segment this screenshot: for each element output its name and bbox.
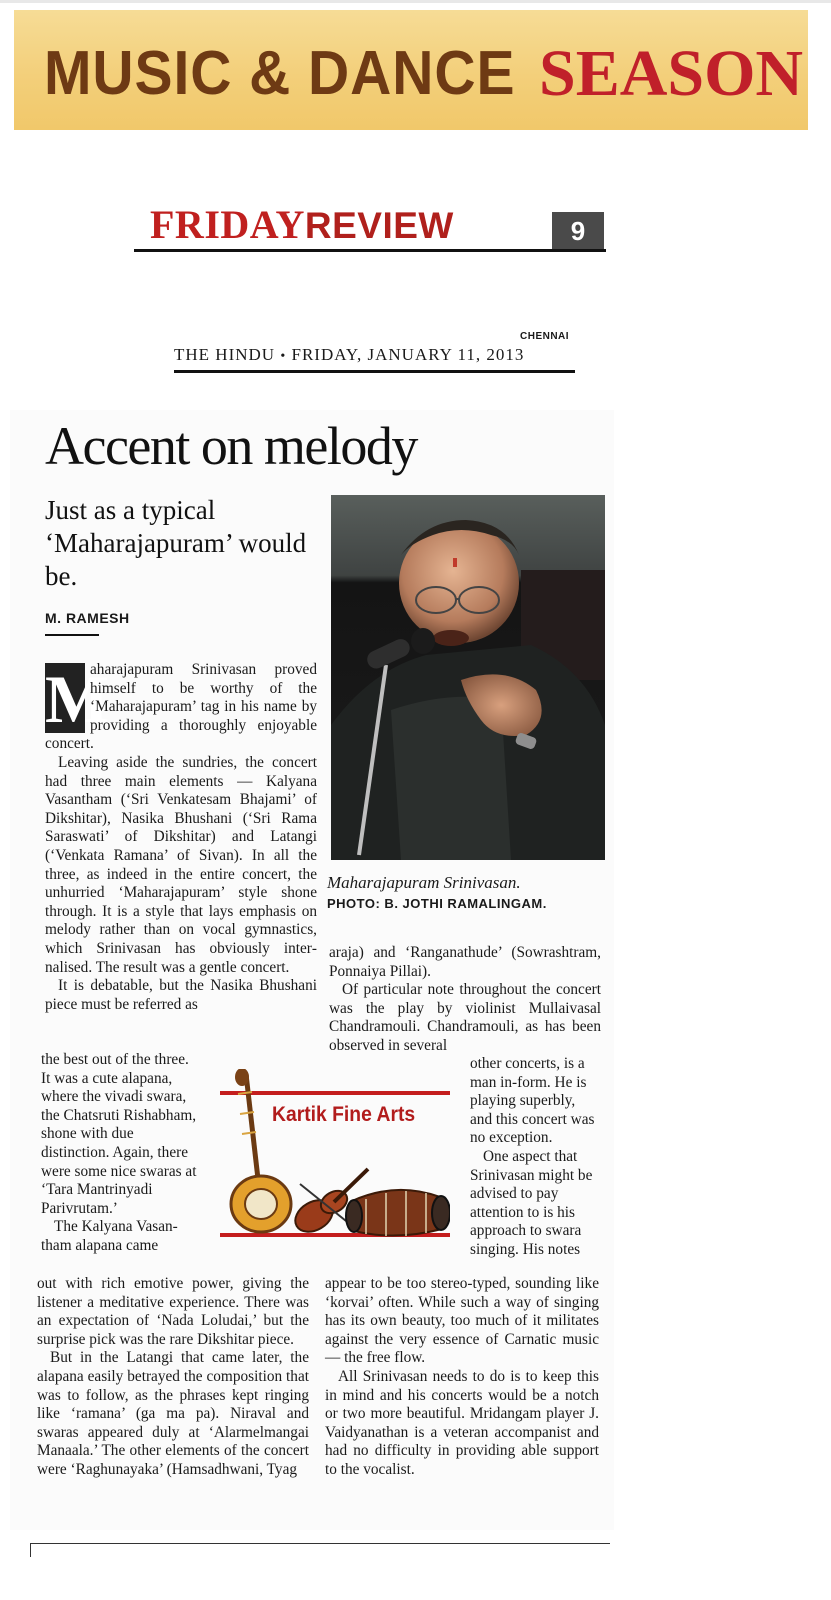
paragraph: araja) and ‘Ranganathude’ (Sowrashtram, Ponnaiya Pillai). bbox=[329, 944, 601, 980]
column-2-bottom bbox=[325, 1275, 599, 1480]
edition-city: CHENNAI bbox=[520, 331, 570, 342]
veena-icon bbox=[231, 1069, 291, 1232]
photo-credit: PHOTO: B. JOTHI RAMALINGAM. bbox=[327, 896, 547, 911]
lead-paragraph bbox=[45, 661, 317, 754]
ad-title: Kartik Fine Arts bbox=[272, 1103, 416, 1126]
article-byline: M. RAMESH bbox=[45, 610, 130, 626]
lead-text: aharajapuram Srinivasan proved himself to be worthy of the ‘Maharajapuram’ tag in his name by providing a thoroughly enjoyable concert. bbox=[45, 661, 317, 753]
bullet: • bbox=[280, 349, 287, 364]
paragraph: All Srinivasan needs to do is to keep this in mind and his concerts would be a notch or two more beautiful. Mridangam player J. Vaidyanathan is a veteran accompanist and had no difficulty in providing able support to the vocalist. bbox=[325, 1367, 599, 1478]
page-number: 9 bbox=[552, 212, 604, 250]
paragraph: But in the Latangi that came later, the alapana easily betrayed the composition that was to follow, as the phrases kept ringing like ‘ramana’ (ga ma pa). Niraval and swaras appeared duly at ‘Alarmelmangai Manaala.’ The other elements of the concert were ‘Raghunayaka’ (Hamsadhwani, Tyag bbox=[37, 1349, 309, 1478]
section-title bbox=[150, 201, 454, 248]
column-1-bottom bbox=[37, 1275, 309, 1480]
banner-season: SEASON bbox=[539, 37, 804, 110]
dateline bbox=[174, 345, 574, 365]
season-banner bbox=[14, 10, 808, 130]
drop-cap: M bbox=[45, 661, 110, 737]
paragraph: Of particular note throughout the concert was the play by violinist Mullaivasal Chandramouli. Chandramouli, as has been observed in several bbox=[329, 981, 601, 1054]
section-title-review: REVIEW bbox=[304, 205, 454, 246]
column-2-wrap bbox=[470, 1055, 600, 1260]
column-1-wrap bbox=[41, 1051, 201, 1256]
section-header bbox=[134, 203, 606, 253]
column-1-top bbox=[45, 661, 317, 1014]
article-deck: Just as a typical ‘Maharajapuram’ would be. bbox=[45, 495, 307, 591]
paper-name: THE HINDU bbox=[174, 345, 276, 364]
paragraph: out with rich emotive power, giving the listener a meditative experience. There was an expectation of ‘Nada Loludai,’ but the surprise pick was the rare Dikshitar piece. bbox=[37, 1275, 309, 1348]
issue-date: FRIDAY, JANUARY 11, 2013 bbox=[291, 345, 525, 364]
singer-photo bbox=[331, 495, 605, 860]
paragraph: It is debatable, but the Nasika Bhushani piece must be referred as bbox=[45, 977, 317, 1013]
page-top-edge bbox=[0, 0, 831, 3]
article-headline: Accent on melody bbox=[45, 416, 417, 476]
column-2-top bbox=[329, 944, 601, 1056]
paragraph: Leaving aside the sundries, the concert had three main elements — Kalyana Vasantham (‘Sri Venkatesam Bhajami’ of Dikshitar), Nasika Bhushani (‘Sri Rama Saraswati’ of Dikshitar) and Latangi (‘Venkata Ramana’ of Sivan). In all the three, as indeed in the entire concert, the unhurried ‘Maharajapuram’ style shone through. It is a style that lays emphasis on melody rather than on vocal gymnastics, which Srinivasan has obviously internalised. The result was a gentle concert. bbox=[45, 753, 317, 976]
paragraph-wrap: The Kalyana Vasantham alapana came bbox=[41, 1218, 178, 1254]
page-bottom-rule bbox=[30, 1543, 610, 1544]
section-rule bbox=[134, 249, 606, 252]
photo-caption: Maharajapuram Srinivasan. bbox=[327, 873, 521, 892]
page-bottom-tick bbox=[30, 1543, 31, 1557]
paragraph-wrap: One aspect that Srinivasan might be advised to pay attention to is his approach to swara singing. His notes bbox=[470, 1147, 593, 1258]
kartik-fine-arts-ad bbox=[216, 1069, 450, 1245]
section-title-friday: FRIDAY bbox=[150, 202, 305, 247]
paragraph-wrap: other concerts, is a man in-form. He is playing superbly, and this concert was no exception. bbox=[470, 1055, 595, 1147]
banner-music-dance: MUSIC & DANCE bbox=[44, 39, 516, 108]
paragraph: appear to be too stereo-typed, sounding like ‘korvai’ often. While such a way of singing has its own beauty, too much of it militates against the very essence of Carnatic music — the free flow. bbox=[325, 1275, 599, 1367]
singer-photo-image bbox=[331, 495, 605, 860]
mridangam-icon bbox=[346, 1190, 450, 1236]
instruments-illustration bbox=[216, 1069, 450, 1245]
paragraph-wrap: the best out of the three. It was a cute alapana, where the vivadi swara, the Chatsruti Rishabham, shone with due distinction. Again, there were some nice swaras at ‘Tara Mantrinyadi Parivrutam.’ bbox=[41, 1051, 197, 1217]
dateline-rule bbox=[174, 370, 575, 373]
byline-rule bbox=[45, 634, 99, 636]
